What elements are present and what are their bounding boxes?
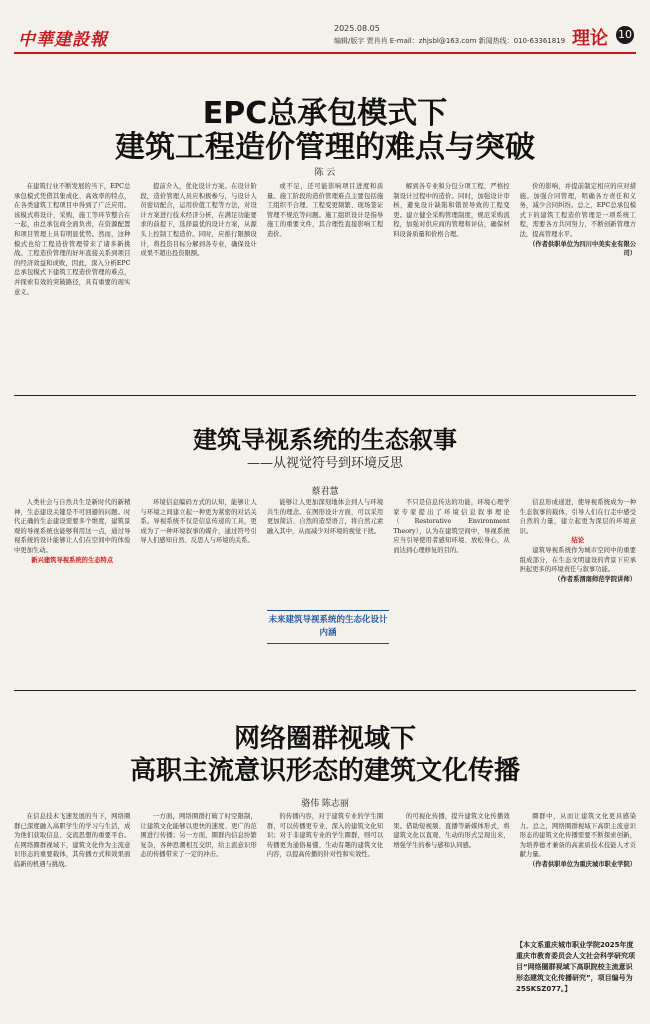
article3-column: 在信息技术飞速发展的当下，网络圈群已深度融入高职学生的学习与生活，成为他们获取信息、交流思想的重要平台。在网络圈群视域下，建筑文化作为主流意识形态的重要载体，其传播方式和效果面临新的机遇与挑战。	[14, 813, 131, 868]
article3-title-line2: 高职主流意识形态的建筑文化传播	[129, 756, 520, 786]
article2-subtitle: ——从视觉符号到环境反思	[246, 456, 403, 471]
page-number-badge: 10	[616, 26, 634, 44]
article1-title-line2: 建筑工程造价管理的难点与突破	[115, 130, 535, 165]
article2-column: 人类社会与自然共生是新时代的新精神，生态建设关键是不可回避的问题。时代正确的生态建设需要多个维度，建筑景观的导视系统也能够利用这一点，通过导视系统的设计能够让人们在空间中的体验中更加生动。 新兴建筑导视系统的生态特点	[14, 499, 131, 564]
article3-title-line1: 网络圈群视域下	[233, 724, 416, 754]
article1-author: 陈 云	[314, 168, 336, 178]
article2-column: 信息形成递进，使导视系统成为一种生态叙事的载体，引导人们在行走中感受自然的力量，建立起更为深层的环境意识。 结论 建筑导视系统作为城市空间中的重要组成部分，在生态文明建设的背景下应承担起更多的环境责任与叙事功能。 （作者系渭南师范学院讲师）	[519, 499, 637, 583]
article1-title-line1: EPC总承包模式下	[202, 96, 448, 131]
article2-conclusion-heading: 结论	[571, 537, 585, 545]
article2-title: 建筑导视系统的生态叙事	[193, 426, 457, 454]
section-divider	[14, 690, 636, 691]
article2-author-note: （作者系渭南师范学院讲师）	[554, 575, 637, 583]
article1-column: 在建筑行业不断发展的当下，EPC总承包模式凭借其集成化、高效率的特点，在各类建筑工程项目中得到了广泛应用。该模式将设计、采购、施工等环节整合在一起，由总承包商全面负责，在资源配置和项目管理上具有明显优势。然而，这种模式也给工程造价管理带来了诸多新挑战。工程造价管理的好坏直接关系到项目的经济效益和成败，因此，深入分析EPC总承包模式下建筑工程造价管理的难点，并探索有效的突破路径，具有重要的现实意义。	[14, 183, 131, 296]
article2-column: 不只是信息传达的功能，环境心理学家专家提出了环境信息叙事理论（Restorative Environment Theory），认为在建筑空间中，导视系统应当引导使用者感知环境、放松身心，从而达到心理修复的目的。	[393, 499, 510, 554]
issue-date: 2025.08.05	[334, 24, 380, 33]
article2-column: 环境信息编码方式的认知，能够让人与环境之间建立起一种更为紧密的对话关系。导视系统不仅是信息传递的工具，更成为了一种环境叙事的媒介，通过符号引导人们感知自然、反思人与环境的关系。	[140, 499, 257, 545]
newspaper-logo: 中華建設報	[18, 30, 108, 50]
article3-column: 一方面，网络圈群打破了时空限制，让建筑文化能够以更快的速度、更广的范围进行传播；另一方面，圈群内信息纷繁复杂，各种思潮相互交织，给主流意识形态的传播带来了一定的冲击。	[140, 813, 257, 859]
article1-column: 价的影响，并提前制定相应的应对措施。加强合同管理，明确各方责任和义务，减少合同纠纷。总之，EPC总承包模式下的建筑工程造价管理是一项系统工程，需要各方共同努力，不断创新管理方法，提高管理水平。 （作者供职单位为四川中美实业有限公司）	[519, 183, 637, 258]
masthead	[14, 24, 636, 50]
article2-body	[14, 498, 636, 676]
article3-column: 的可视化传播，提升建筑文化传播效果。借助短视频、直播等新媒体形式，将建筑文化以直观、生动的形式呈现出来，增强学生的参与感和认同感。	[393, 813, 510, 849]
article1-column: 提前介入，优化设计方案。在设计阶段，造价管理人员应积极参与，与设计人员密切配合，运用价值工程等方法，对设计方案进行技术经济分析，在满足功能要求的前提下，选择最优的设计方案，从源头上控制工程造价。同时，应推行限额设计，将投资目标分解到各专业，确保设计成果不超出投资限额。	[140, 183, 257, 258]
article2-column: 能够让人更加深刻地体会到人与环境共生的理念。在图形设计方面，可以采用更加简洁、自然的造型语言，将自然元素融入其中，从而减少对环境的视觉干扰。	[266, 499, 384, 535]
article3-column: 的传播内容，对于建筑专业的学生圈群，可以传播更专业、深入的建筑文化知识；对于非建筑专业的学生圈群，则可以传播更为通俗易懂、生动有趣的建筑文化内容，以提高传播的针对性和实效性。	[266, 813, 384, 859]
article2-author: 蔡君慧	[311, 487, 339, 497]
article1-column: 解到各专业和分包分项工程，严格控制设计过程中的造价。同时，加强设计审核，避免设计缺陷和错误导致的工程变更。建立健全采购管理制度，规范采购流程，加强对供应商的管理和评估，确保材料设备质量和价格合理。	[393, 183, 510, 238]
section-name: 理论	[572, 28, 608, 49]
article3-funding-note: 【本文系重庆城市职业学院2025年度重庆市教育委员会人文社会科学研究项目“网络圈群视域下高职院校主流意识形态建筑文化传播研究”，项目编号为25SKSZ077。】	[516, 941, 635, 993]
article3-column: 圈群中，从而让建筑文化更具感染力。总之，网络圈群视域下高职主流意识形态的建筑文化传播需要不断探索创新，为培养德才兼备的高素质技术技能人才贡献力量。 （作者供职单位为重庆城市职业学院）	[519, 813, 637, 868]
article1-body	[14, 182, 636, 390]
section-divider	[14, 395, 636, 396]
article2-pull-quote: 未来建筑导视系统的生态化设计内涵	[267, 610, 389, 644]
masthead-rule	[14, 52, 636, 54]
article1-column: 或不足，还可能影响项目进度和质量。施工阶段的造价管理难点主要包括施工组织不合理、工程变更频繁、现场签证管理不规范等问题。施工组织设计是指导施工的重要文件，其合理性直接影响工程造价。	[266, 183, 384, 238]
article3-author-note: （作者供职单位为重庆城市职业学院）	[528, 860, 637, 868]
editor-contact-line: 编辑/版字 贾肖肖 E-mail：zhjsbl@163.com 新闻热线：010-63361819	[334, 37, 566, 45]
article2-subheading: 新兴建筑导视系统的生态特点	[31, 556, 114, 564]
article3-author: 骆伟 陈志丽	[301, 799, 349, 809]
article1-author-note: （作者供职单位为四川中美实业有限公司）	[528, 240, 637, 258]
